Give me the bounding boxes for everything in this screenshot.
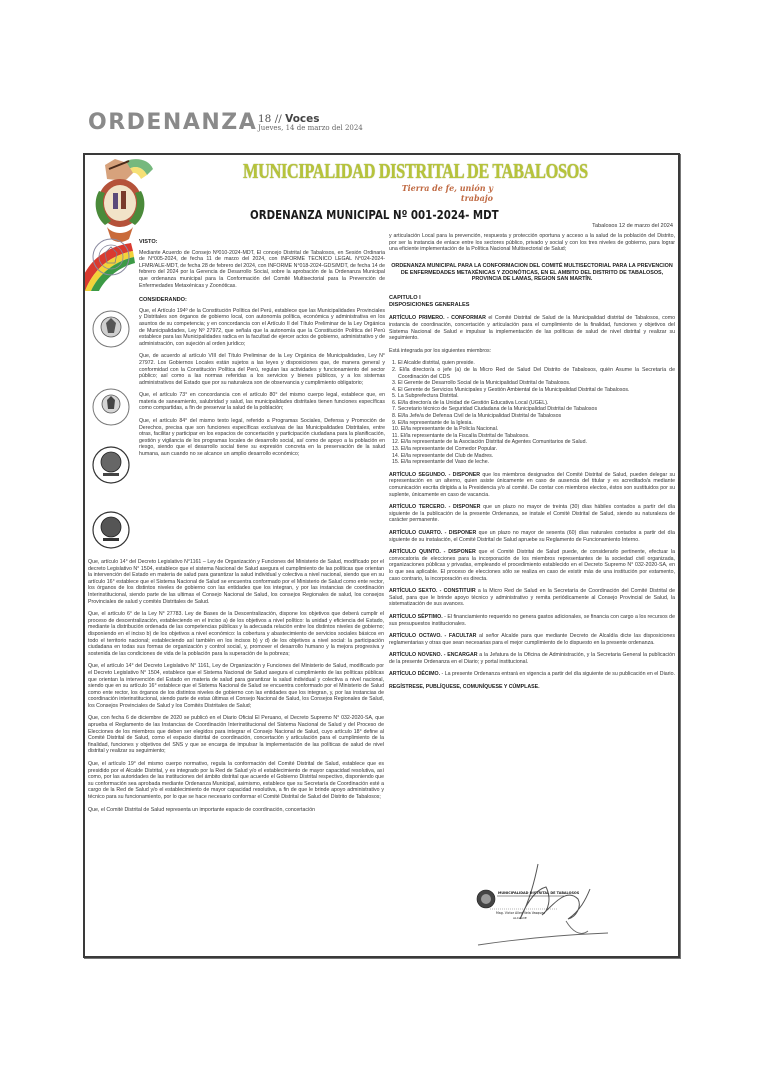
- left-column-top: [139, 239, 385, 464]
- closing-formula: REGÍSTRESE, PUBLÍQUESE, COMUNÍQUESE Y CÚMPLASE.: [389, 684, 540, 691]
- left-column-bottom: [88, 559, 384, 819]
- member-item: 15. El/la representante del Vaso de leche.: [392, 459, 490, 466]
- article-7: ARTÍCULO SÉPTIMO. - El financiamiento requerido no genera gastos adicionales, se financia con cargo a los recursos de sus presupuestos institucionales.: [389, 613, 675, 627]
- considerando-paragraph: Que, el Artículo 194º de la Constitución Política del Perú, establece que las Municipalidades Provinciales y Distritales son órganos de gobierno local, con autonomía política, económica y administrativa en los asuntos de su competencia; y en concordancia con el Artículo II del Título Preliminar de la Ley Orgánica de Municipalidades, Ley Nº 27972, que señala que la autonomía que la Constitución Política del Perú establece para las Municipalidades radica en la facultad de ejercer actos de gobierno, administrativo y de administración, con sujeción al orden jurídico;: [139, 307, 385, 347]
- member-item: 6. El/la director/a de la Unidad de Gestión Educativa Local (UGEL).: [392, 399, 549, 406]
- visto-heading: VISTO:: [139, 239, 158, 245]
- considerando-heading: CONSIDERANDO:: [139, 297, 187, 304]
- seal-stamp-icon: [91, 309, 131, 349]
- considerando-paragraph: Que, el artículo 84° del mismo texto legal, referido a Programas Sociales, Defensa y Promoción de Derechos, precisa que son funciones específicas exclusivas de las Municipalidades Distritales, entre otras, facilitar y participar en los espacios de concertación y participación ciudadana para la planificación, gestión y vigilancia de los programas locales de desarrollo social, así como de apoyo a la población en riesgo, siendo que el desarrollo social tiene su expresión concreta en la preservación de la salud humana, aun cuando no se alcance un amplio desarrollo económico;: [139, 418, 385, 458]
- ordinance-document: [83, 153, 680, 958]
- considerando-paragraph: Que, el artículo 14° del Decreto Legislativo N° 1161, Ley de Organización y Funciones del Ministerio de Salud, modificado por el Decreto Legislativo N° 1504, establece que el Sistema Nacional de Salud asegura el cumplimiento de las políticas públicas que orientan la intervención del Estado en materia de salud para garantizar la salud individual y colectiva a nivel nacional, siendo que en su artículo 16° establece que el Sistema Nacional de Salud se encuentra conformado por el Ministerio de Salud como ente rector, los órganos de los distintos niveles de gobierno con las entidades que los integran, y, por las instancias de coordinación interinstitucional, siendo parte de estas últimas el Consejo Nacional de Salud, los Consejos Regionales de Salud, los Consejos Provinciales de Salud y los Comités Distritales de Salud;: [88, 663, 384, 709]
- municipal-crest-icon: [85, 155, 155, 250]
- members-intro: Está integrada por los siguientes miembros:: [389, 347, 492, 354]
- visto-text: Mediante Acuerdo de Consejo Nº010-2024-MDT, El concejo Distrital de Tabalosos, en Sesión Ordinaria de N°005-2024, de fecha 11 de marzo del 2024, con INFORME TECNICO LEGAL N°024-2024-LFMR/ALE-MDT, de fecha 28 de febrero del 2024, con INFORME N°018-2024-GDS/MDT, de fecha 14 de febrero del 2024 por la Gerencia de Desarrollo Social, sobre la aprobación de la Ordenanza Municipal que ordenanza municipal para la Conformación del Comité Multisectorial para la Prevención de Enfermedades Metaxénicas y Zoonóticas.: [139, 249, 385, 289]
- considerando-paragraph: Que, de acuerdo al artículo VIII del Título Preliminar de la Ley Orgánica de Municipalidades, Ley N° 27972. Los Gobiernos Locales están sujetos a las leyes y disposiciones que, de manera general y conformidad con la Constitución Política del Perú, regulan las actividades y funcionamiento del sector público; así como a las normas referidas a los servicios y bienes públicos, y a los sistemas administrativos del Estado que por su naturaleza son de observancia y cumplimiento obligatorio;: [139, 353, 385, 386]
- seal-stamp-icon: [91, 387, 131, 427]
- stamp-role: ALCALDE: [513, 916, 527, 920]
- member-item: 5. La Subprefectura Distrital.: [392, 393, 459, 400]
- article-9: ARTÍCULO NOVENO. - ENCARGAR a la Jefatura de la Oficina de Administración, y la Secretaria General la publicación de la presente Ordenanza en el Diario; y portal institucional.: [389, 652, 675, 665]
- member-item: 9. El/la representante de la Iglesia.: [392, 419, 473, 426]
- publication-name: Voces: [285, 113, 320, 125]
- section-title: ORDENANZA: [88, 110, 258, 135]
- institution-name: MUNICIPALIDAD DISTRITAL DE TABALOSOS: [243, 159, 588, 183]
- considerando-paragraph: Que, el artículo 6° de la Ley N° 27783. Ley de Bases de la Descentralización, dispone los objetivos que deberá cumplir el proceso de descentralización, estableciendo en el inciso a) de los objetivos a nivel político: la unidad y eficiencia del Estado, mediante la distribución ordenada de las competencias públicas y la adecuada relación entre los distintos niveles de gobierno; disponiendo en el inciso b) de los objetivos a nivel económico: la cobertura y abastecimiento de servicios sociales básicos en todo el territorio nacional; estableciendo así también en los incisos b) y d) de los objetivos a nivel social: la participación ciudadana en todas sus formas de organización y control social, y, promover el desarrollo humano y la mejora progresiva y sostenida de las condiciones de vida de la población para la superación de la pobreza;: [88, 611, 384, 657]
- considerando-paragraph: Que, artículo 14° del Decreto Legislativo N°1161 – Ley de Organización y Funciones del Ministerio de Salud, modificado por el decreto Legislativo N° 1504, establece que el sistema Nacional de Salud asegura el cumplimiento de las políticas que orientan la intervención del Estado en materia de salud para garantizar la salud individual y colectiva a nivel nacional, siendo que en su artículo 16° establece que el Sistema Nacional de Salud se encuentra conformado por el Ministerio de Salud como ente rector, los órganos de los distintos niveles de gobierno con las entidades que los integran, y por las instancias de coordinación Interinstitucional, siendo parte de las ultimas el Consejo Nacional de Salud, los consejos Regionales de salud, los consejos Provinciales de salud y comités Distritales de Salud.: [88, 559, 384, 605]
- member-item: 8. El/la Jefe/a de Defensa Civil de la Municipalidad Distrital de Tabalosos: [392, 413, 562, 420]
- continuation-paragraph: y articulación Local para la prevención, respuesta y protección oportuna y acceso a la salud de la población del Distrito, por ser la instancia de enlace entre los sectores público, privado y social y con los tres niveles de gobierno, para lograr una eficiente implementación de la Política Nacional Multisectorial de Salud;: [389, 233, 675, 253]
- page-number: 18: [258, 113, 272, 125]
- article-8: ARTÍCULO OCTAVO. - FACULTAR al señor Alcalde para que mediante Decreto de Alcaldía dicte las disposiciones reglamentarias y otras que sean necesarias para el mejor cumplimiento de lo dispuesto en la presente ordenanza.: [389, 633, 675, 646]
- member-item: 2. El/la director/a o jefe (a) de la Micro Red de Salud Del Distrito de Tabalosos, quién Asume la Secretaría de Coordinación del CDS: [392, 366, 675, 380]
- article-10: ARTÍCULO DÉCIMO. - La presente Ordenanza entrará en vigencia a partir del día siguiente de su publicación en el Diario.: [389, 671, 675, 678]
- member-item: 7. Secretario técnico de Seguridad Ciudadana de la Municipalidad Distrital de Tabalosos: [392, 406, 598, 413]
- member-item: 11. El/la representante de la Fiscalía Distrital de Tabalosos.: [392, 432, 530, 439]
- member-item: 10. El/la representante de la Policía Nacional.: [392, 426, 499, 433]
- article-1: ARTÍCULO PRIMERO. - CONFORMAR el Comité Distrital de Salud de la Municipalidad distrital de Tabalosos, como instancia de coordinación, concertación y articulación para el cumplimiento de la finalidad, funciones y objetivos del Sistema Nacional de Salud e impulsar la implementación de las políticas de salud de nivel distrital y realizar su seguimiento.: [389, 315, 676, 342]
- member-item: 1. El Alcalde distrital, quien preside.: [392, 360, 475, 367]
- stamp-name: Mag. Victor Allen Vela Vasquez: [496, 911, 545, 915]
- member-item: 4. El Gerente de Servicios Municipales y Gestión Ambiental de la Municipalidad Distrital de Tabalosos.: [392, 386, 630, 393]
- seal-stamp-icon: [91, 510, 131, 550]
- article-4: ARTÍCULO CUARTO. - DISPONER que un plazo no mayor de sesenta (60) días naturales contados a partir del día siguiente de su instalación, el Comité Distrital de Salud apruebe su Reglamento de Funcionamiento Interno.: [389, 529, 675, 543]
- stamp-institution: MUNICIPALIDAD DISTRITAL DE TABALOSOS: [498, 891, 580, 895]
- chapter-title: DISPOSICIONES GENERALES: [389, 301, 470, 308]
- member-item: 14. El/la representante del Club de Madres.: [392, 452, 494, 459]
- place-date: Tabalosos 12 de marzo del 2024: [592, 223, 673, 229]
- considerando-paragraph: Que, el artículo 73° en concordancia con el artículo 80° del mismo cuerpo legal, establece que, en materia de saneamiento, salubridad y salud, las municipalidades distritales tienen funciones específicas como compartidas, a fin de preservar la salud de la población;: [139, 392, 385, 412]
- issue-info: [258, 113, 363, 132]
- issue-date: Jueves, 14 de marzo del 2024: [258, 124, 363, 132]
- ordinance-heading: ORDENANZA MUNICIPAL PARA LA CONFORMACION DEL COMITÉ MULTISECTORIAL PARA LA PREVENCION DE ENFERMEDADES METAXÉNICAS Y ZOONÓTICAS, EN EL AMBITO DEL DISTRITO DE TABALOSOS, PROVINCIA DE LAMAS, REGION SAN MARTÍN.: [391, 262, 673, 283]
- member-item: 13. El/la representante del Comedor Popular.: [392, 446, 498, 453]
- article-3: ARTÍCULO TERCERO. - DISPONER que un plazo no mayor de treinta (30) días hábiles contados a partir del día siguiente de la publicación de la presente Ordenanza, se instale el Comité Distrital de Salud, siendo su naturaleza de carácter permanente.: [389, 504, 675, 524]
- article-6: ARTÍCULO SEXTO. - CONSTITUIR a la Micro Red de Salud en la Secretaría de Coordinación del Comité Distrital de Salud, para que le brinde apoyo técnico y administrativo y remita periódicamente al Consejo Provincial de Salud, la sistematización de sus avances.: [389, 588, 675, 608]
- chapter-number: CAPITULO I: [389, 295, 421, 302]
- considerando-paragraph: Que, con fecha 6 de diciembre de 2020 se publicó en el Diario Oficial El Peruano, el Decreto Supremo N° 032-2020-SA, que aprueba el Reglamento de las Instancias de Coordinación Interinstitucional del Sistema Nacional de Salud y del Proceso de Elecciones de los miembros que deben ser elegidos para integrar el Consejo Nacional de Salud, cuyo artículo 18° define al Comité Distrital de Salud, como el espacio distrital de coordinación, concertación y articulación para el cumplimiento de la finalidad, funciones y objetivos del SNS y que se encarga de impulsar la implementación de las políticas de salud de nivel distrital y realizar su seguimiento;: [88, 715, 384, 755]
- article-2: ARTÍCULO SEGUNDO. - DISPONER que los miembros designados del Comité Distrital de Salud, pueden delegar su representación en un alterno, quien asiste únicamente en caso de ausencia del titular y es acreditado/a mediante comunicación escrita dirigida a la Presidencia y/o al comité. De contar con miembros electos, éstos son sustituidos por su suplente, únicamente en caso de vacancia.: [389, 471, 675, 498]
- separator: //: [274, 113, 282, 125]
- seal-stamp-icon: [91, 237, 131, 277]
- right-column: [389, 233, 675, 697]
- mayor-signature-stamp: [468, 859, 628, 949]
- member-item: 3. El Gerente de Desarrollo Social de la Municipalidad Distrital de Tabalosos.: [392, 380, 571, 387]
- institution-motto: Tierra de fe, unión y trabajo: [401, 183, 493, 203]
- seal-stamp-icon: [91, 445, 131, 485]
- considerando-paragraph: Que, el artículo 19° del mismo cuerpo normativo, regula la conformación del Comité Distrital de Salud, establece que es presidido por el Alcalde Distrital, y es integrado por la Red de Salud y/o el establecimiento de mayor capacidad resolutiva, así como, por las autoridades de las instituciones del ámbito distrital que acuerde el Gobierno Distrital respectivo, disponiendo que su conformación sea aprobada mediante Ordenanza Municipal, asimismo, establece que su Secretaría de Coordinación esté a cargo de la Red de Salud y/o el establecimiento de mayor capacidad resolutiva, a fin de que le brinde apoyo administrativo y técnico para su funcionamiento, por lo que se hace necesario conformar el Comité Distrital de Salud del Distrito de Tabalosos;: [88, 761, 384, 800]
- member-item: 12. El/la representante de la Asociación Distrital de Agentes Comunitarios de Salud.: [392, 439, 587, 446]
- members-list: [389, 360, 675, 466]
- ordinance-title: ORDENANZA MUNICIPAL Nº 001-2024- MDT: [250, 207, 499, 222]
- considerando-paragraph: Que, el Comité Distrital de Salud representa un importante espacio de coordinación, concertación: [88, 806, 316, 813]
- article-5: ARTÍCULO QUINTO. - DISPONER que el Comité Distrital de Salud puede, de considerarlo pertinente, efectuar la convocatoria de elecciones para la incorporación de los miembros representantes de la sociedad civil organizada, organizaciones públicas y privadas, empleando el procedimiento establecido en el Decreto Supremo N° 032-2020-SA, en lo que sea aplicable. El proceso de elecciones sólo se realiza en caso de existir más de una institución por estamento, caso contrario, la incorporación es directa.: [389, 549, 675, 582]
